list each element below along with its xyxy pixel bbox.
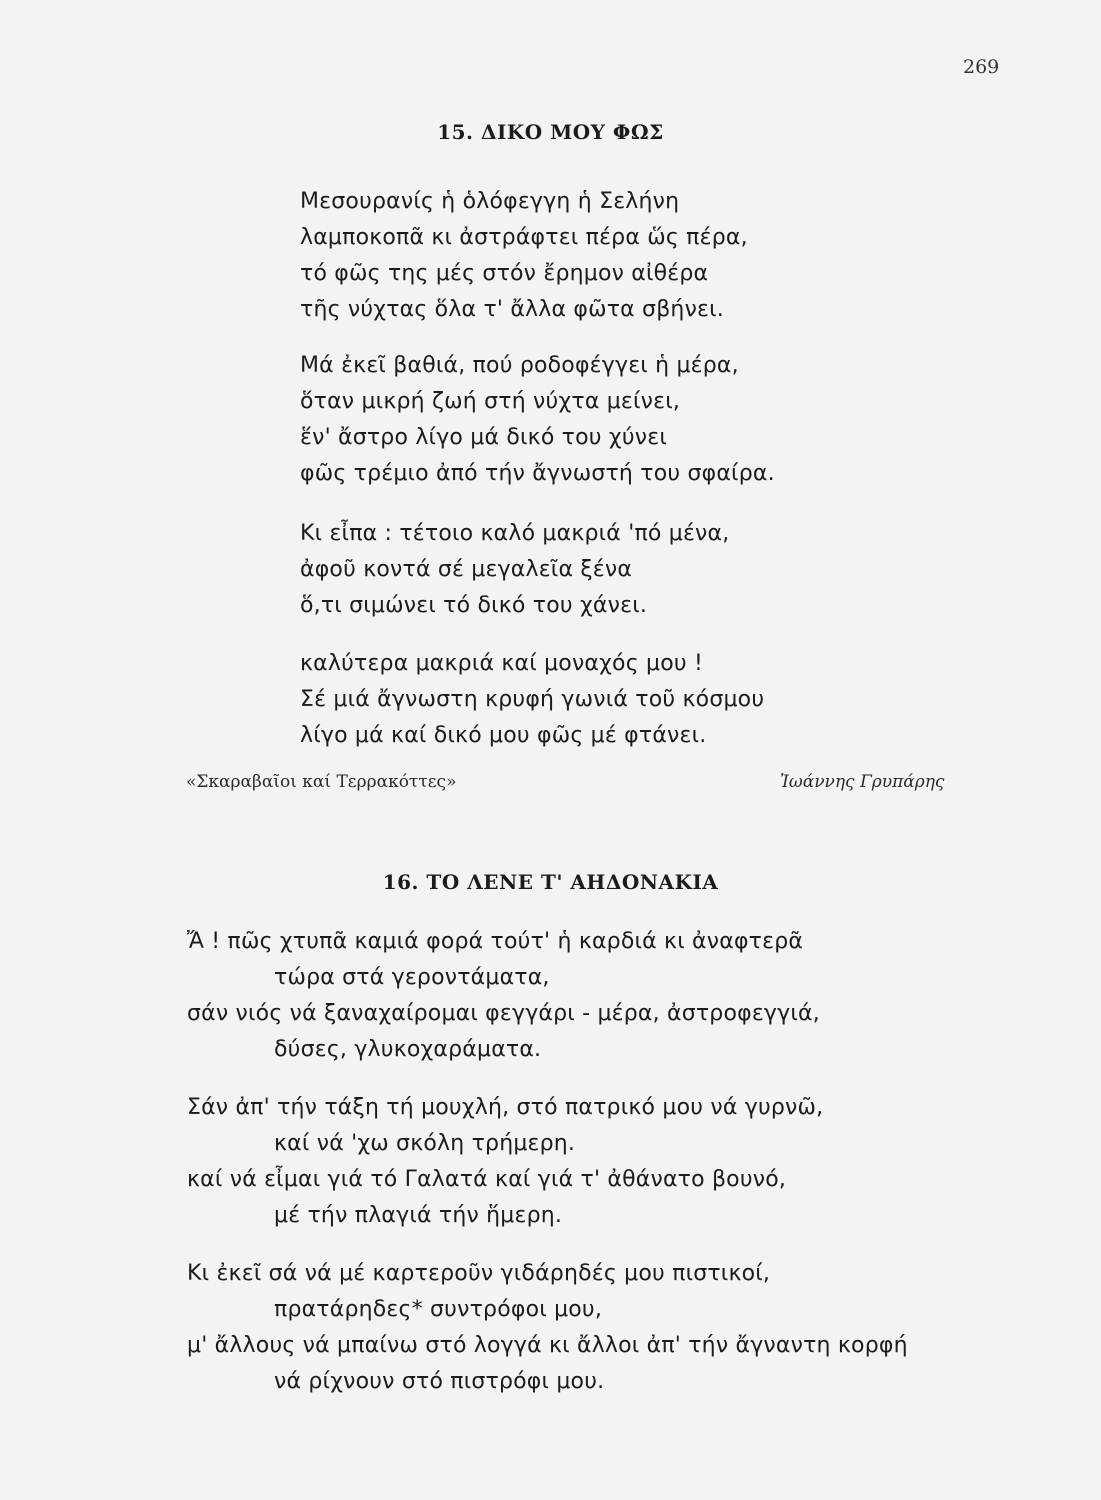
poem-15-line: Κι εἶπα : τέτοιο καλό μακριά 'πό μένα, xyxy=(300,521,730,546)
poem-16-line: Ἄ ! πῶς χτυπᾶ καμιά φορά τούτ' ἡ καρδιά κι ἀναφτερᾶ xyxy=(187,929,804,954)
poem-15-line: λαμποκοπᾶ κι ἀστράφτει πέρα ὥς πέρα, xyxy=(300,225,748,250)
poem-16-line: μέ τήν πλαγιά τήν ἥμερη. xyxy=(274,1203,563,1228)
poem-16-line: Σάν ἀπ' τήν τάξη τή μουχλή, στό πατρικό μου νά γυρνῶ, xyxy=(187,1095,824,1120)
poem-15-line: φῶς τρέμιο ἀπό τήν ἄγνωστή του σφαίρα. xyxy=(300,461,775,486)
poem-16-line: νά ρίχνουν στό πιστρόφι μου. xyxy=(274,1369,605,1394)
poem-15-line: καλύτερα μακριά καί μοναχός μου ! xyxy=(300,651,704,676)
poem-15-line: ὅταν μικρή ζωή στή νύχτα μείνει, xyxy=(300,389,681,414)
poem-15-line: Σέ μιά ἄγνωστη κρυφή γωνιά τοῦ κόσμου xyxy=(300,687,765,712)
poem-15-line: ἀφοῦ κοντά σέ μεγαλεῖα ξένα xyxy=(300,557,633,582)
poem-16-line: πρατάρηδες* συντρόφοι μου, xyxy=(274,1297,603,1322)
poem-15-line: τό φῶς της μές στόν ἔρημον αἰθέρα xyxy=(300,261,709,286)
poem-15-author: Ἰωάννης Γρυπάρης xyxy=(780,772,945,792)
poem-15-source: «Σκαραβαῖοι καί Τερρακόττες» xyxy=(186,772,457,792)
poem-15-line: Μά ἐκεῖ βαθιά, πού ροδοφέγγει ἡ μέρα, xyxy=(300,353,739,378)
poem-16-line: μ' ἄλλους νά μπαίνω στό λογγά κι ἄλλοι ἀπ' τήν ἄγναντη κορφή xyxy=(187,1333,908,1358)
poem-15-line: λίγο μά καί δικό μου φῶς μέ φτάνει. xyxy=(300,723,707,748)
poem-16-title: 16. ΤΟ ΛΕΝΕ Τ' ΑΗΔΟΝΑΚΙΑ xyxy=(382,870,719,894)
poem-16-line: σάν νιός νά ξαναχαίρομαι φεγγάρι - μέρα, ἀστροφεγγιά, xyxy=(187,1001,820,1026)
poem-15-line: ἕν' ἄστρο λίγο μά δικό του χύνει xyxy=(300,425,667,450)
poem-16-line: καί νά 'χω σκόλη τρήμερη. xyxy=(274,1131,576,1156)
poem-15-line: Μεσουρανίς ἡ ὁλόφεγγη ἡ Σελήνη xyxy=(300,189,680,214)
poem-16-line: δύσες, γλυκοχαράματα. xyxy=(274,1037,542,1062)
poem-15-line: τῆς νύχτας ὅλα τ' ἄλλα φῶτα σβήνει. xyxy=(300,297,724,322)
poem-16-line: Κι ἐκεῖ σά νά μέ καρτεροῦν γιδάρηδές μου πιστικοί, xyxy=(187,1261,771,1286)
page-number: 269 xyxy=(963,56,1000,78)
poem-16-line: καί νά εἶμαι γιά τό Γαλατά καί γιά τ' ἀθάνατο βουνό, xyxy=(187,1167,787,1192)
poem-15-title: 15. ΔΙΚΟ ΜΟΥ ΦΩΣ xyxy=(437,120,664,144)
poem-15-line: ὅ,τι σιμώνει τό δικό του χάνει. xyxy=(300,593,648,618)
poem-16-line: τώρα στά γεροντάματα, xyxy=(274,965,550,990)
